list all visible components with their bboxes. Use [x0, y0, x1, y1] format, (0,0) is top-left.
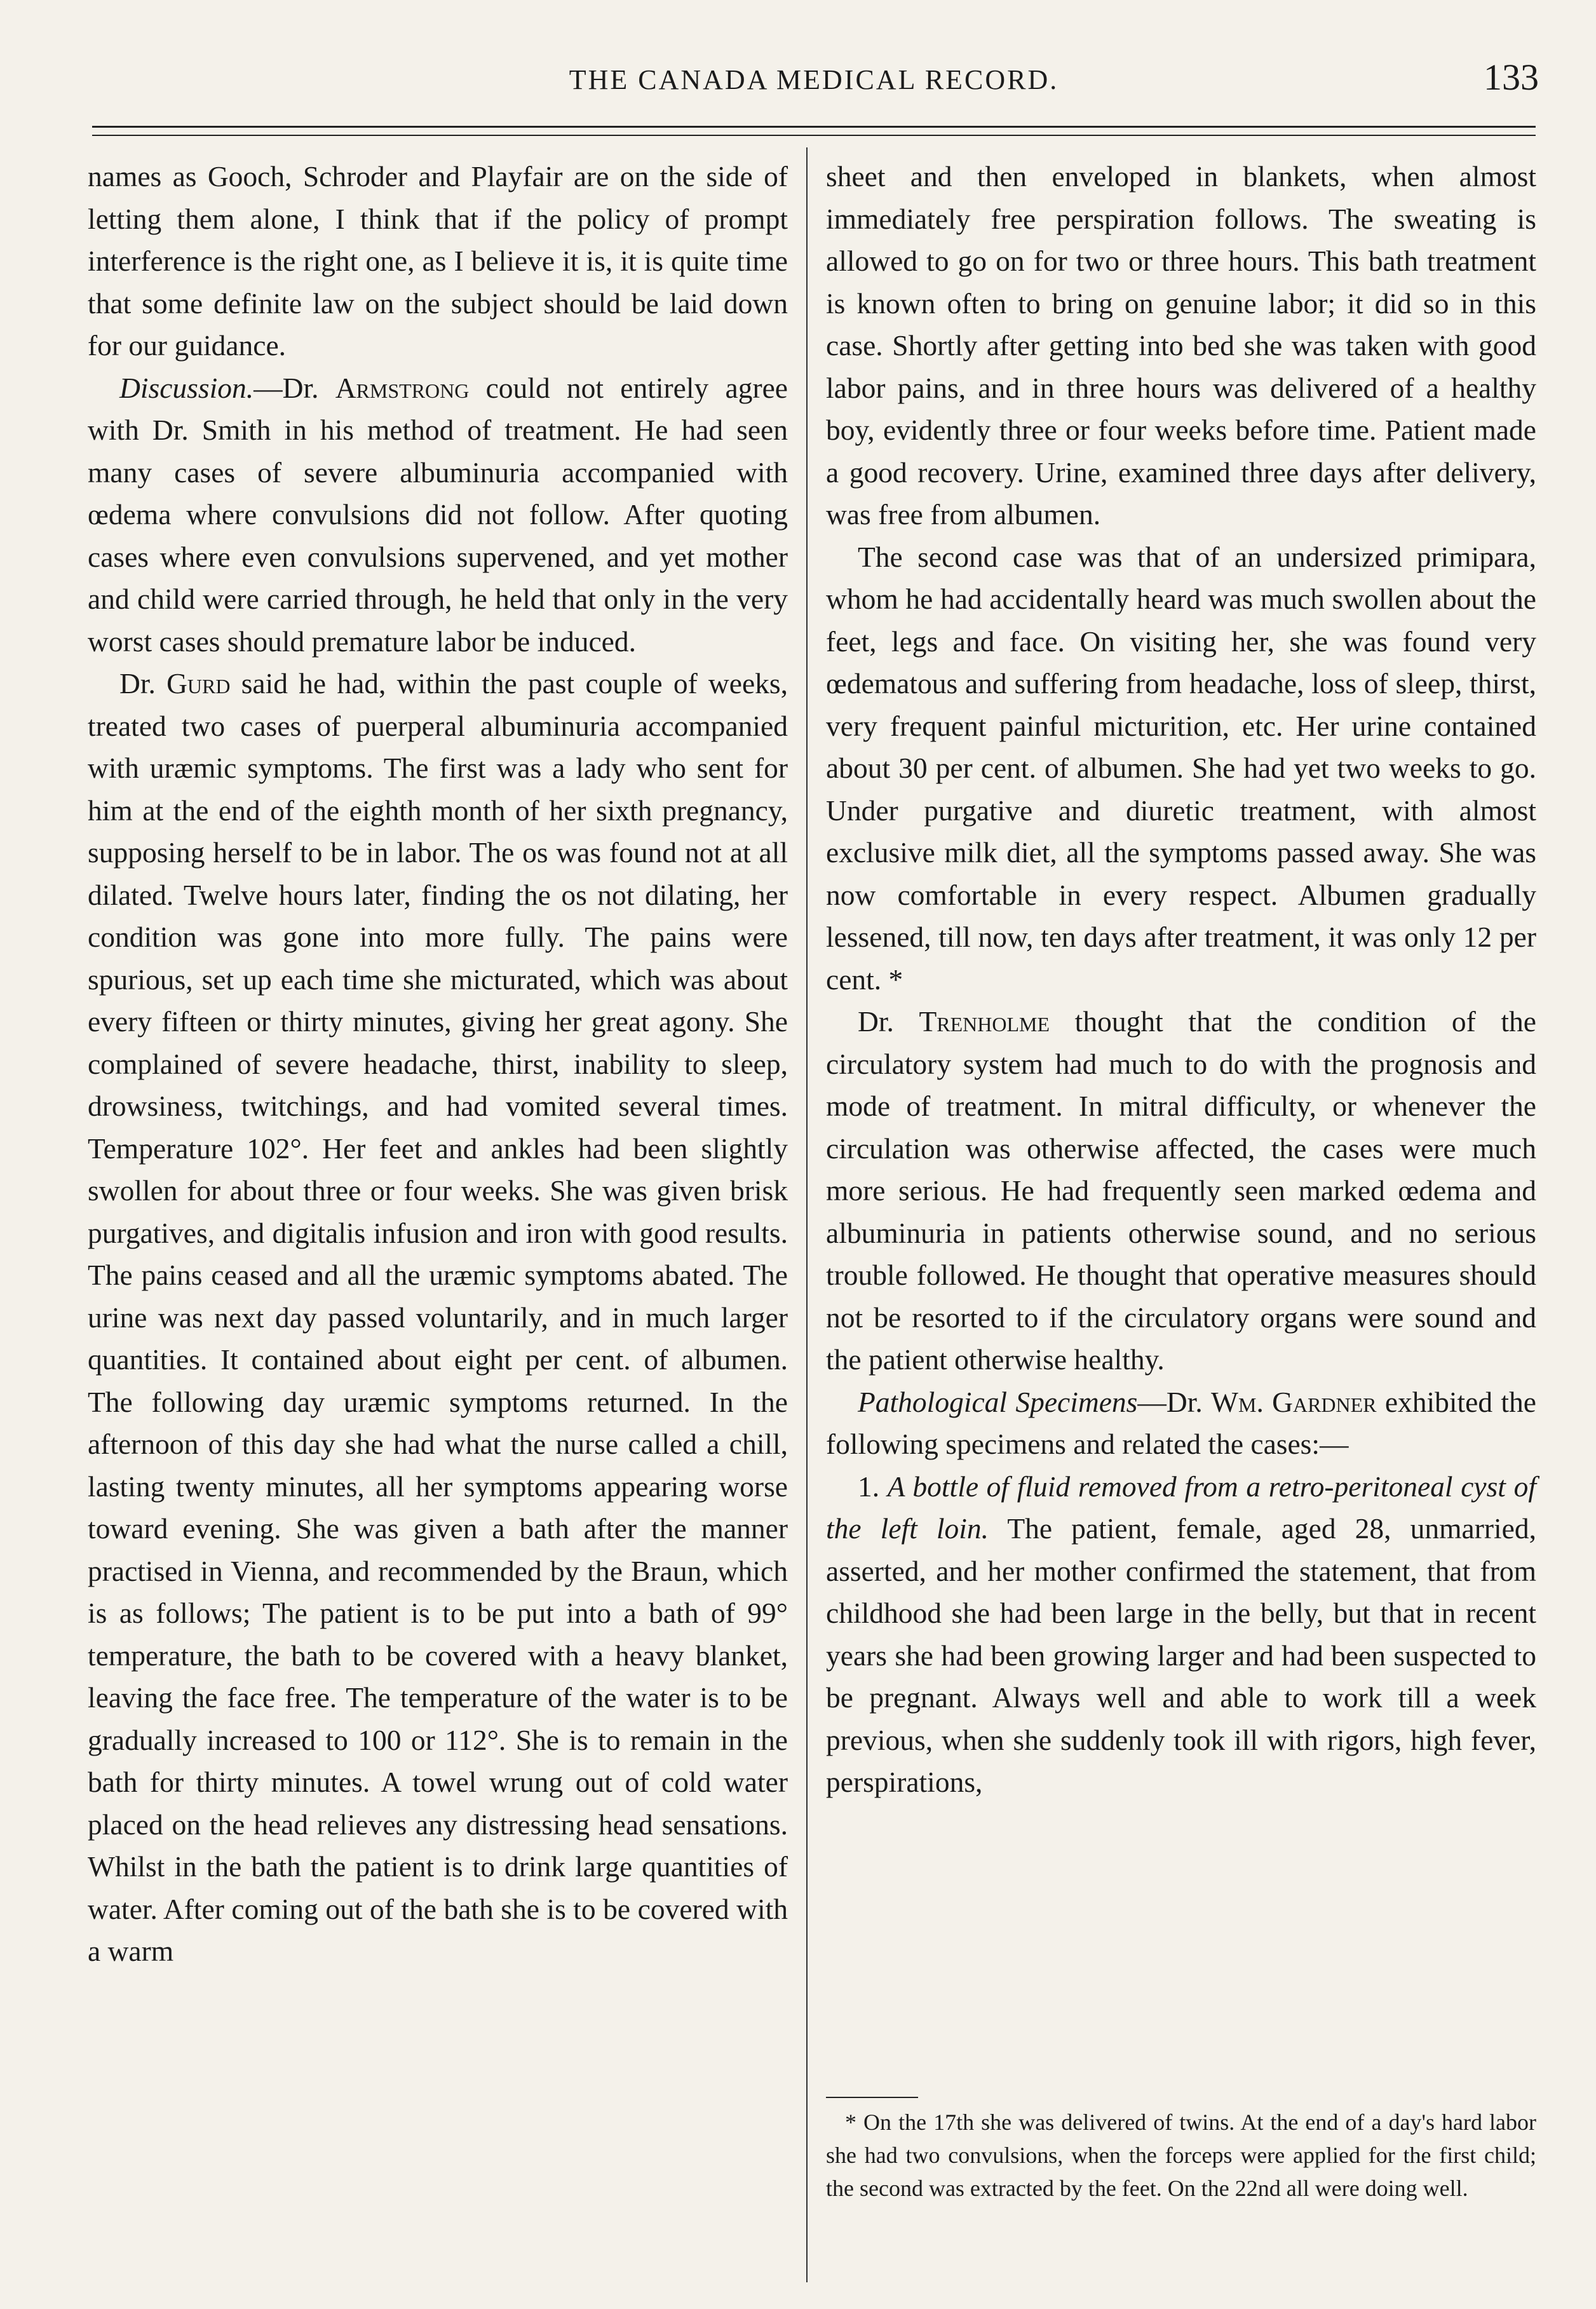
column-divider: [806, 147, 808, 2282]
specimen-title: A bottle of fluid removed from a retro-peritoneal cyst of the left loin.: [826, 1470, 1536, 1545]
paragraph-gurd: [88, 663, 788, 1973]
section-heading: Pathological Specimens: [858, 1385, 1138, 1418]
text-run: could not entirely agree with Dr. Smith in his method of treatment. He had seen many cases of severe albuminuria accompanied with œdema where convulsions did not follow. After quoting cases where even convulsions supervened, and yet mother and child were carried through, he held that only in the very worst cases should premature labor be induced.: [88, 371, 788, 658]
paragraph-discussion: [88, 367, 788, 663]
paragraph: sheet and then enveloped in blankets, when almost immediately free perspiration follows. The sweating is allowed to go on for two or three hours. This bath treatment is known often to bring on genuine labor; it did so in this case. Shortly after getting into bed she was taken with good labor pains, and in three hours was delivered of a healthy boy, evidently three or four weeks before time. Patient made a good recovery. Urine, examined three days after delivery, was free from albumen.: [826, 160, 1536, 531]
speaker-name: Wm. Gardner: [1211, 1385, 1377, 1418]
text-run: The patient, female, aged 28, unmarried, asserted, and her mother confirmed the statement, that from childhood she had been large in the belly, but that in recent years she had been growing larger and had been suspected to be pregnant. Always well and able to work till a week previous, when she suddenly took ill with rigors, high fever, perspirations,: [826, 1512, 1536, 1798]
text-run: said he had, within the past couple of weeks, treated two cases of puerperal albuminuria accompanied with uræmic symptoms. The first was a lady who sent for him at the end of the eighth month of her sixth pregnancy, supposing herself to be in labor. The os was found not at all dilated. Twelve hours later, finding the os not dilating, her condition was gone into more fully. The pains were spurious, set up each time she micturated, which was about every fifteen or thirty minutes, giving her great agony. She complained of severe headache, thirst, inability to sleep, drowsiness, twitchings, and had vomited several times. Temperature 102°. Her feet and ankles had been slightly swollen for about three or four weeks. She was given brisk purgatives, and digitalis infusion and iron with good results. The pains ceased and all the uræmic symptoms abated. The urine was next day passed voluntarily, and in much larger quantities. It contained about eight per cent. of albumen. The following day uræmic symptoms returned. In the afternoon of this day she had what the nurse called a chill, lasting twenty minutes, all her symptoms appearing worse toward evening. She was given a bath after the manner practised in Vienna, and recommended by the Braun, which is as follows; The patient is to be put into a bath of 99° temperature, the bath to be covered with a heavy blanket, leaving the face free. The temperature of the water is to be gradually increased to 100 or 112°. She is to remain in the bath for thirty minutes. A towel wrung out of cold water placed on the head relieves any distressing head sensations. Whilst in the bath the patient is to drink large quantities of water. After coming out of the bath she is to be covered with a warm: [88, 667, 788, 1967]
text-run: exhibited the following specimens and related the cases:—: [826, 1385, 1536, 1460]
paragraph-pathological: [826, 1381, 1536, 1466]
running-header: [89, 56, 1539, 107]
text-run: Dr.: [119, 667, 167, 700]
text-run: thought that the condition of the circulatory system had much to do with the prognosis and mode of treatment. In mitral difficulty, or whenever the circulation was otherwise affected, the cases were much more serious. He had frequently seen marked œdema and albuminuria in patients otherwise sound, and no serious trouble followed. He thought that operative measures should not be resorted to if the circulatory organs were sound and the patient otherwise healthy.: [826, 1005, 1536, 1376]
text-run: —Dr.: [254, 371, 335, 404]
text-run: —Dr.: [1137, 1385, 1212, 1418]
speaker-name: Gurd: [166, 667, 231, 700]
header-rule: [92, 126, 1536, 128]
left-column: [88, 156, 788, 1973]
paragraph-specimen-1: [826, 1466, 1536, 1804]
paragraph-second-case: The second case was that of an undersized primipara, whom he had accidentally heard was much swollen about the feet, legs and face. On visiting her, she was found very œdematous and suffering from headache, loss of sleep, thirst, very frequent painful micturition, etc. Her urine contained about 30 per cent. of albumen. She had yet two weeks to go. Under purgative and diuretic treatment, with almost exclusive milk diet, all the symptoms passed away. She was now comfortable in every respect. Albumen gradually lessened, till now, ten days after treatment, it was only 12 per cent. *: [826, 540, 1536, 996]
footnote: * On the 17th she was delivered of twins. At the end of a day's hard labor she had two convulsions, when the forceps were applied for the first child; the second was extracted by the feet. On the 22nd all were doing well.: [826, 2109, 1536, 2201]
speaker-name: Trenholme: [919, 1005, 1050, 1038]
speaker-name: Armstrong: [335, 371, 470, 404]
section-heading: Discussion.: [119, 371, 254, 404]
item-number: 1.: [858, 1470, 888, 1503]
paragraph: names as Gooch, Schroder and Playfair are on the side of letting them alone, I think that if the policy of prompt interference is the right one, as I believe it is, it is quite time that some definite law on the subject should be laid down for our guidance.: [88, 160, 788, 362]
footnote-rule: [826, 2097, 918, 2098]
header-rule-secondary: [92, 135, 1536, 136]
journal-title: THE CANADA MEDICAL RECORD.: [569, 64, 1059, 95]
right-column: [826, 156, 1536, 1804]
text-run: Dr.: [858, 1005, 919, 1038]
page-number: 133: [1484, 57, 1539, 98]
paragraph-trenholme: [826, 1001, 1536, 1381]
